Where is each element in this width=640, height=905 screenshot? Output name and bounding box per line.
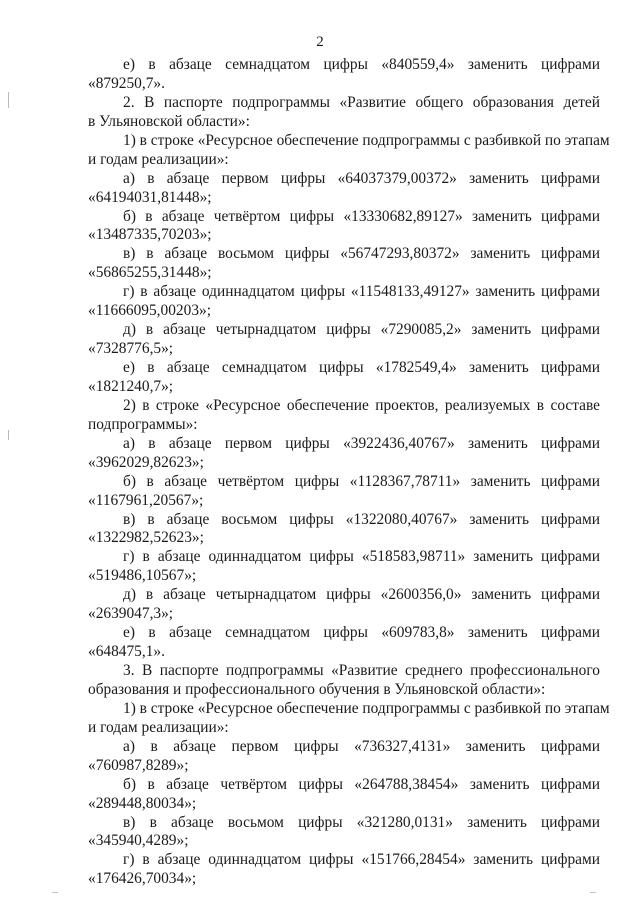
text-line: г) в абзаце одиннадцатом цифры «11548133,49127» заменить цифрами [123, 283, 600, 301]
text-line: б) в абзаце четвёртом цифры «1128367,78711» заменить цифрами [123, 472, 600, 490]
text-line: «3962029,82623»; [88, 453, 204, 471]
text-line: «879250,7». [88, 74, 165, 92]
text-line: 1) в строке «Ресурсное обеспечение подпрограммы с разбивкой по этапам [123, 131, 610, 149]
text-line: подпрограммы»: [88, 415, 198, 433]
text-line: б) в абзаце четвёртом цифры «13330682,89127» заменить цифрами [123, 207, 600, 225]
text-line: в) в абзаце восьмом цифры «1322080,40767» заменить цифрами [123, 510, 600, 528]
text-line: «176426,70034»; [88, 870, 197, 888]
scan-artifact [8, 430, 9, 440]
text-line: «64194031,81448»; [88, 188, 212, 206]
text-line: а) в абзаце первом цифры «736327,4131» заменить цифрами [123, 737, 600, 755]
text-line: и годам реализации»: [88, 150, 229, 168]
text-line: «519486,10567»; [88, 567, 197, 585]
text-line: г) в абзаце одиннадцатом цифры «518583,98711» заменить цифрами [123, 548, 600, 566]
text-line: «648475,1». [88, 643, 165, 661]
text-line: 2) в строке «Ресурсное обеспечение проектов, реализуемых в составе [123, 396, 600, 414]
text-line: «1322982,52623»; [88, 529, 204, 547]
text-line: «289448,80034»; [88, 794, 197, 812]
text-line: 1) в строке «Ресурсное обеспечение подпрограммы с разбивкой по этапам [123, 699, 610, 717]
document-body [88, 56, 610, 889]
text-line: «11666095,00203»; [88, 302, 211, 320]
text-line: «7328776,5»; [88, 340, 174, 358]
text-line: «345940,4289»; [88, 832, 189, 850]
scan-artifact [52, 892, 58, 893]
text-line: г) в абзаце одиннадцатом цифры «151766,28454» заменить цифрами [123, 851, 600, 869]
text-line: «13487335,70203»; [88, 226, 212, 244]
text-line: е) в абзаце семнадцатом цифры «840559,4» заменить цифрами [123, 56, 600, 73]
scan-artifact [8, 92, 9, 108]
text-line: «1821240,7»; [88, 377, 174, 395]
text-line: 2. В паспорте подпрограммы «Развитие общего образования детей [123, 93, 600, 111]
text-line: в Ульяновской области»: [88, 112, 250, 130]
text-line: «1167961,20567»; [88, 491, 204, 509]
text-line: в) в абзаце восьмом цифры «321280,0131» заменить цифрами [123, 813, 600, 831]
text-line: е) в абзаце семнадцатом цифры «609783,8» заменить цифрами [123, 624, 600, 642]
text-line: д) в абзаце четырнадцатом цифры «7290085,2» заменить цифрами [123, 321, 600, 339]
text-line: «56865255,31448»; [88, 264, 212, 282]
text-line: д) в абзаце четырнадцатом цифры «2600356,0» заменить цифрами [123, 586, 600, 604]
text-line: а) в абзаце первом цифры «64037379,00372» заменить цифрами [123, 169, 600, 187]
text-line: е) в абзаце семнадцатом цифры «1782549,4» заменить цифрами [123, 359, 600, 376]
text-line: 3. В паспорте подпрограммы «Развитие среднего профессионального [123, 662, 600, 679]
page-number: 2 [316, 34, 324, 50]
text-line: б) в абзаце четвёртом цифры «264788,38454» заменить цифрами [123, 775, 600, 793]
scan-artifact [590, 892, 596, 893]
text-line: в) в абзаце восьмом цифры «56747293,80372» заменить цифрами [123, 245, 600, 263]
text-line: «2639047,3»; [88, 605, 174, 623]
text-line: и годам реализации»: [88, 718, 229, 736]
text-line: «760987,8289»; [88, 756, 189, 774]
text-line: а) в абзаце первом цифры «3922436,40767» заменить цифрами [123, 434, 600, 452]
text-line: образования и профессионального обучения в Ульяновской области»: [88, 680, 546, 698]
